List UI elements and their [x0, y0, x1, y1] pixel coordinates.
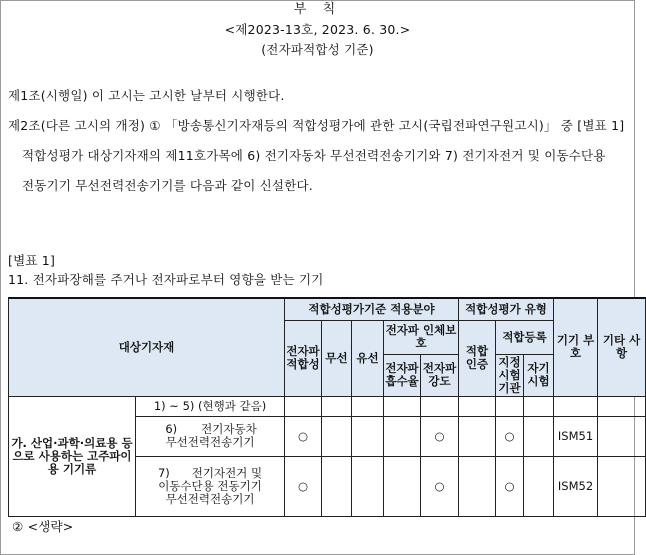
- row-1-self: [524, 396, 554, 416]
- row-2-cert: [459, 416, 496, 456]
- article-1: 제1조(시행일) 이 고시는 고시한 날부터 시행한다.: [8, 88, 285, 103]
- header-field-strength: 전자파 강도: [421, 354, 459, 396]
- row-2-text-2: 무선전력전송기기: [165, 435, 255, 449]
- row-1-item: 1) ~ 5) (현행과 같음): [136, 396, 285, 416]
- header-std-area: 적합성평가기준 적용분야: [285, 298, 459, 320]
- row-1-strength: [421, 396, 459, 416]
- row-3-wireless: [322, 456, 352, 516]
- row-2-item: [136, 416, 285, 456]
- row-3-emc: ○: [285, 456, 322, 516]
- row-1-sar: [384, 396, 421, 416]
- row-1-code: [554, 396, 598, 416]
- row-1-designated: [496, 396, 524, 416]
- row-1-cert: [459, 396, 496, 416]
- header-self-test: 자기 시험: [524, 354, 554, 396]
- header-emc: 전자파 적합성: [285, 320, 322, 396]
- header-sar: 전자파 흡수율: [384, 354, 421, 396]
- row-2-sar: [384, 416, 421, 456]
- row-3-text-2: 이동수단용 전동기기: [158, 478, 262, 493]
- article-2-line-3: 전동기기 무선전력전송기기를 다음과 같이 신설한다.: [22, 178, 313, 193]
- row-1-wireless: [322, 396, 352, 416]
- row-2-number: 6): [165, 422, 178, 436]
- row-2-self: [524, 416, 554, 456]
- header-etc: 기타 사항: [598, 298, 646, 396]
- device-table: [8, 297, 646, 517]
- header-wired: 유선: [352, 320, 384, 396]
- header-target: 대상기자재: [9, 298, 285, 396]
- row-3-code: ISM52: [554, 456, 598, 516]
- category-label: 가. 산업·과학·의료용 등으로 사용하는 고주파이용 기기류: [9, 396, 136, 516]
- row-1-wired: [352, 396, 384, 416]
- row-3-self: [524, 456, 554, 516]
- row-2-etc: [598, 416, 646, 456]
- article-2-line-2: 적합성평가 대상기자재의 제11호가목에 6) 전기자동차 무선전력전송기기와 7) 전기자전거 및 이동수단용: [22, 148, 606, 163]
- row-2-text-1: 전기자동차: [201, 422, 257, 436]
- row-2-emc: ○: [285, 416, 322, 456]
- row-1-etc: [598, 396, 646, 416]
- omitted-note: ② <생략>: [12, 519, 74, 534]
- row-3-text-3: 무선전력전송기기: [165, 491, 255, 506]
- row-3-strength: ○: [421, 456, 459, 516]
- header-code: 기기 부호: [554, 298, 598, 396]
- row-1-emc: [285, 396, 322, 416]
- header-designated-lab: 지정 시험 기관: [496, 354, 524, 396]
- row-3-text-1: 전기자전거 및: [191, 465, 263, 480]
- row-3-etc: [598, 456, 646, 516]
- header-registration: 적합등록: [496, 320, 554, 354]
- annex-label: [별표 1]: [8, 253, 56, 268]
- article-2-line-1: 제2조(다른 고시의 개정) ① 「방송통신기자재등의 적합성평가에 관한 고시(국립전파연구원고시)」 중 [별표 1]: [8, 118, 625, 133]
- row-2-wired: [352, 416, 384, 456]
- header-eval-type: 적합성평가 유형: [459, 298, 554, 320]
- row-3-designated: ○: [496, 456, 524, 516]
- notice-subject: (전자파적합성 기준): [261, 42, 374, 57]
- row-2-code: ISM51: [554, 416, 598, 456]
- document-title: 부 칙: [293, 2, 342, 17]
- header-wireless: 무선: [322, 320, 352, 396]
- row-2-strength: ○: [421, 416, 459, 456]
- row-3-cert: [459, 456, 496, 516]
- annex-heading: 11. 전자파장해를 주거나 전자파로부터 영향을 받는 기기: [8, 272, 324, 287]
- row-3-number: 7): [157, 465, 170, 480]
- header-human-protection: 전자파 인체보호: [384, 320, 459, 354]
- notice-number: <제2023-13호, 2023. 6. 30.>: [224, 22, 411, 37]
- row-3-wired: [352, 456, 384, 516]
- row-2-designated: ○: [496, 416, 524, 456]
- row-2-wireless: [322, 416, 352, 456]
- row-3-sar: [384, 456, 421, 516]
- row-3-item: [136, 456, 285, 516]
- header-certification: 적합 인증: [459, 320, 496, 396]
